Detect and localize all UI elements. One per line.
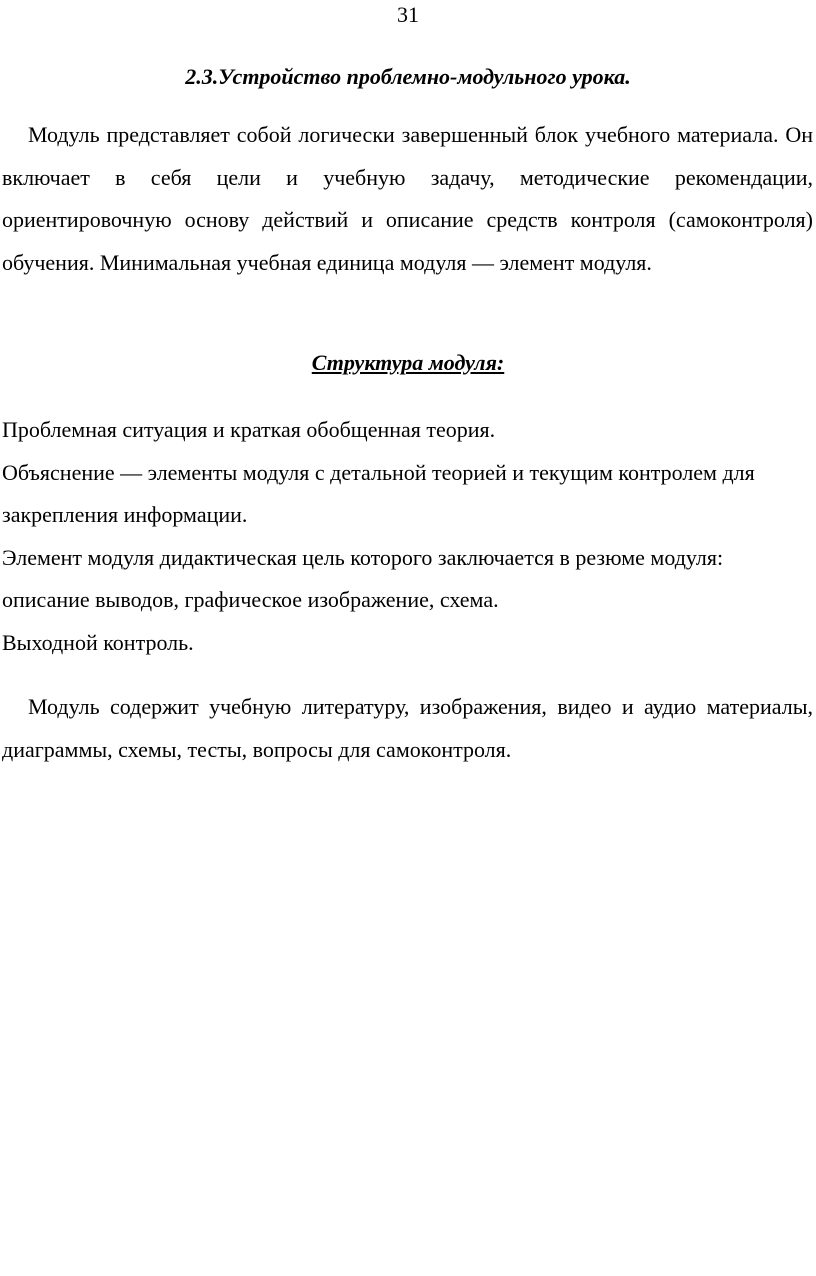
structure-heading: Структура модуля: (311, 350, 505, 375)
structure-item-problem-situation: Проблемная ситуация и краткая обобщенная теория. (2, 417, 496, 442)
structure-item-explanation: Объяснение — элементы модуля с детальной теорией и текущим контролем для закрепления информации. (2, 459, 755, 527)
structure-item-final-control: Выходной контроль. (2, 629, 194, 655)
intro-paragraph: Модуль представляет собой логически завершенный блок учебного материала. Он включает в себя цели и учебную задачу, методические рекомендации, ориентировочную основу действий и описание средств контроля (самоконтроля) обучения. Минимальная учебная единица модуля — элемент модуля. (2, 122, 813, 275)
structure-item-summary-element: Элемент модуля дидактическая цель которого заключается в резюме модуля: описание выводов, графическое изображение, схема. (2, 544, 724, 612)
closing-paragraph: Модуль содержит учебную литературу, изображения, видео и аудио материалы, диаграммы, схемы, тесты, вопросы для самоконтроля. (2, 694, 813, 762)
page-number: 31 (397, 2, 419, 27)
structure-list (2, 409, 814, 664)
section-title: 2.3.Устройство проблемно-модульного урока. (185, 64, 631, 89)
